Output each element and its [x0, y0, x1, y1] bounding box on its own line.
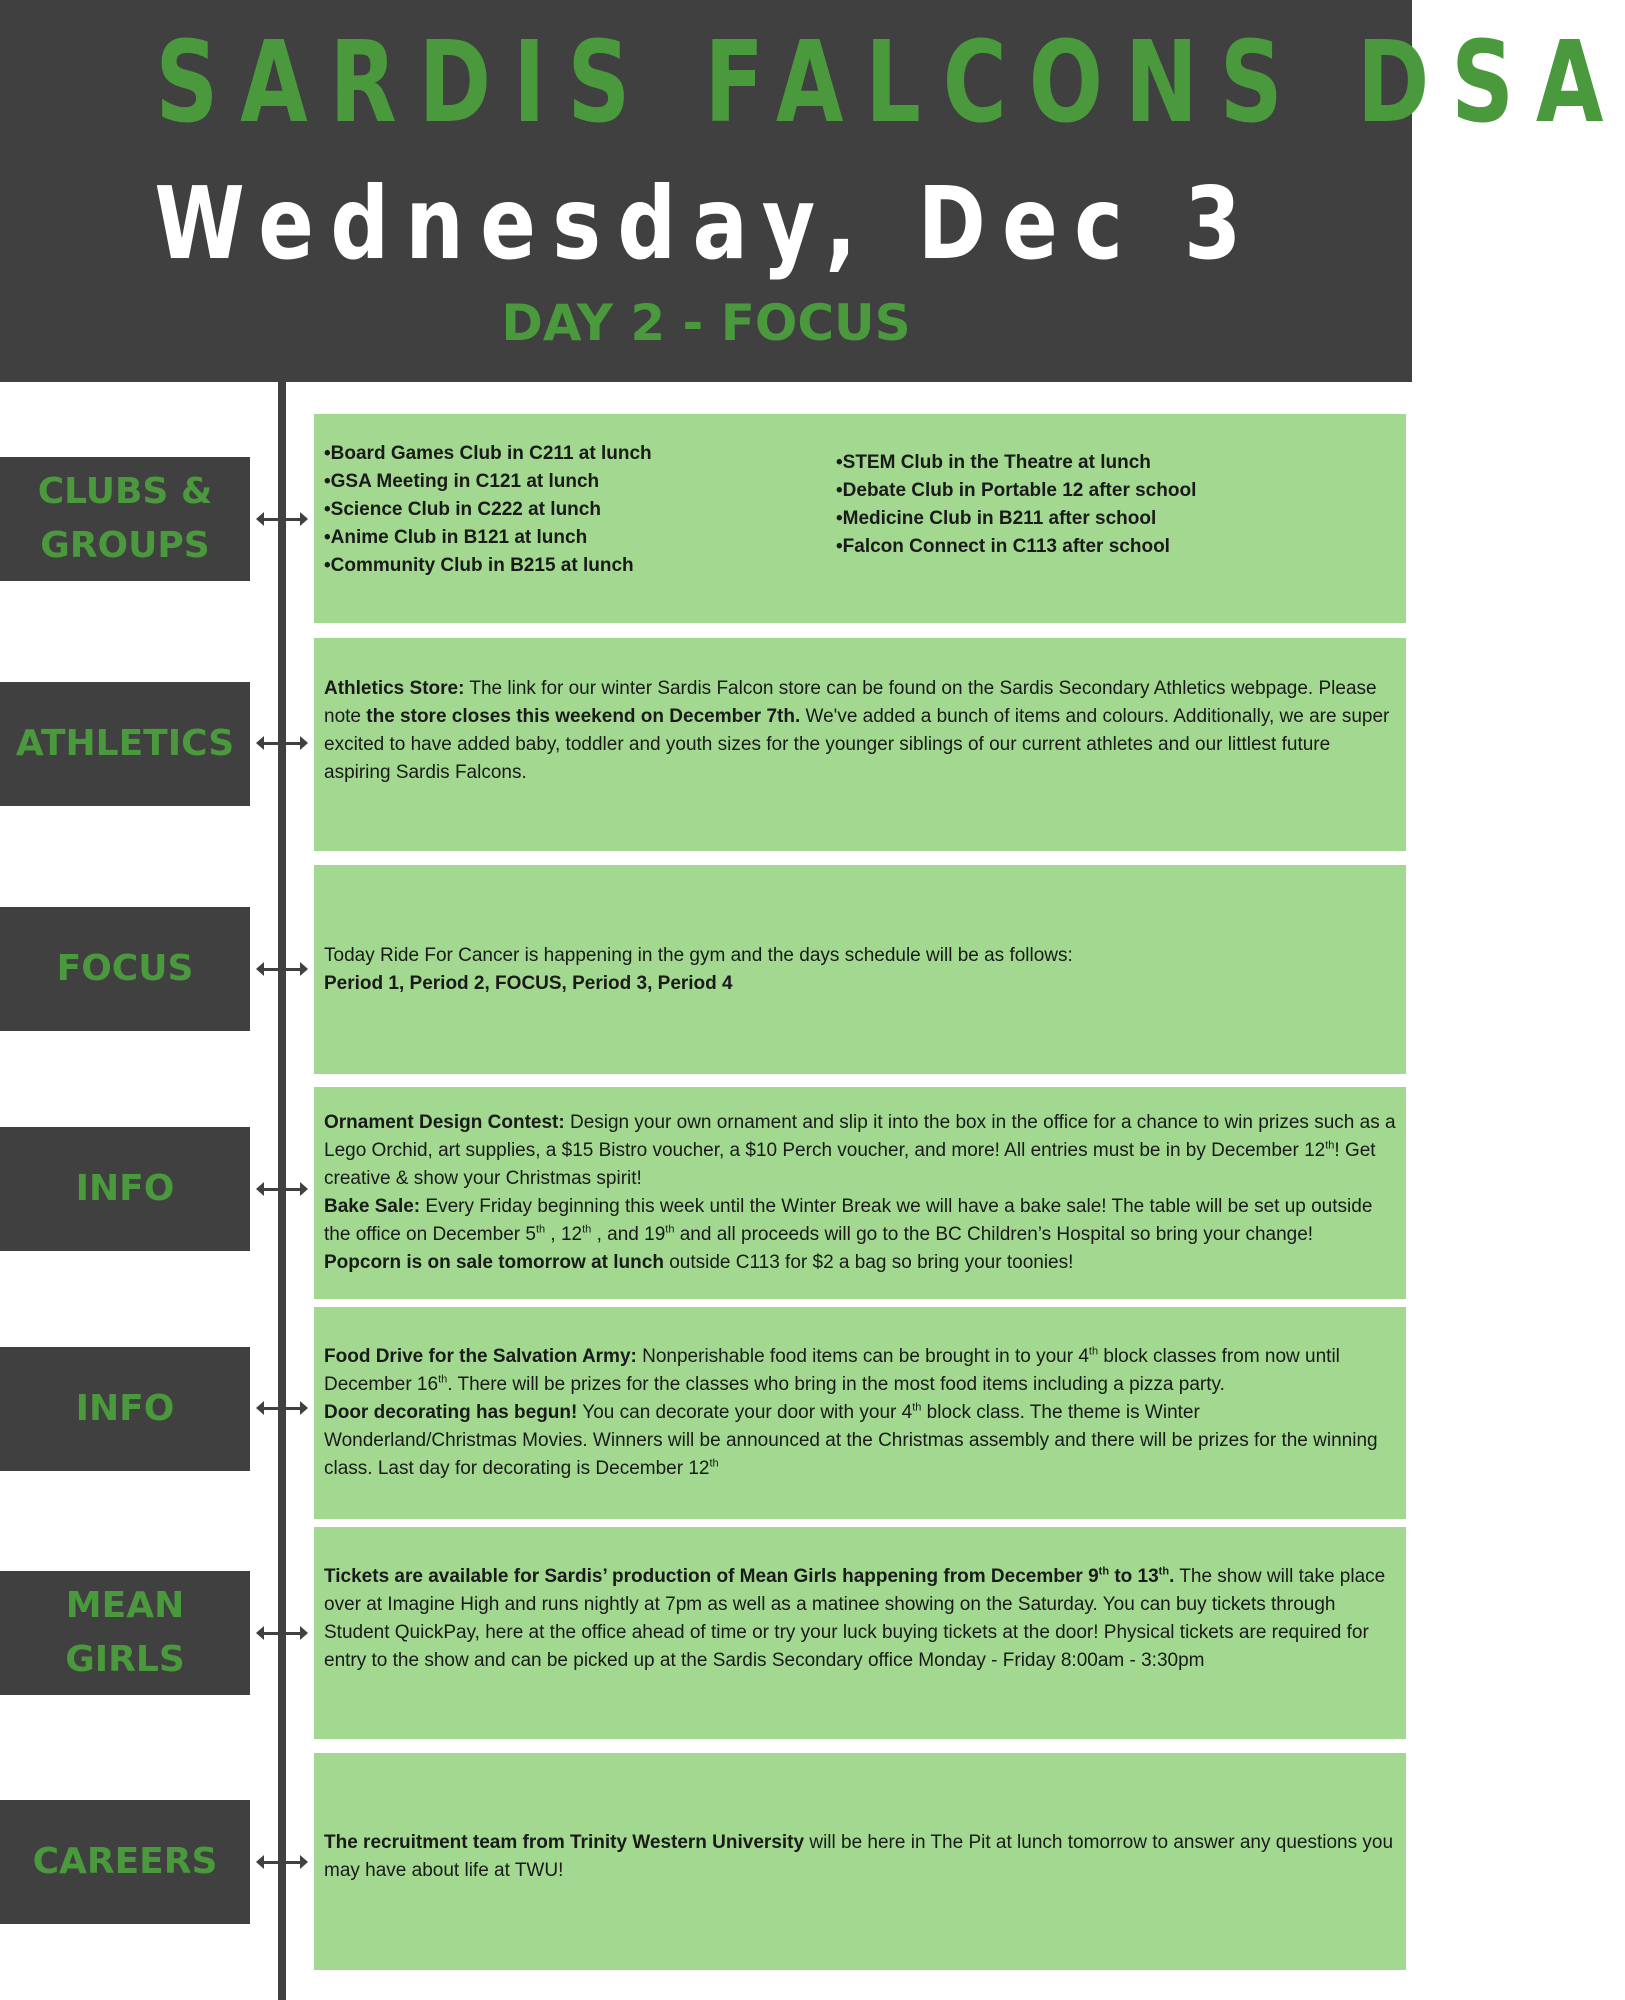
- info1-label-text: INFO: [75, 1168, 175, 1209]
- bake-sup-1: th: [535, 1223, 546, 1236]
- door-text-1: You can decorate your door with your 4: [577, 1402, 913, 1423]
- list-item: •Board Games Club in C211 at lunch: [324, 442, 652, 464]
- mean-girls-sup-1: th: [1098, 1565, 1110, 1578]
- info1-box: [314, 1087, 1406, 1299]
- mean-girls-sup-2: th: [1158, 1565, 1170, 1578]
- section-label-clubs: [0, 457, 250, 581]
- timeline-tick-careers: [262, 1861, 302, 1864]
- ornament-heading: Ornament Design Contest:: [324, 1112, 565, 1133]
- timeline-tick-athletics: [262, 742, 302, 745]
- door-sup-1: th: [912, 1401, 922, 1414]
- mean-girls-heading-1: Tickets are available for Sardis’ production of Mean Girls happening from December 9: [324, 1566, 1099, 1587]
- bake-text-1: Every Friday beginning this week until the Winter Break we will have a bake sale! The table will be set up outside the office on December 5: [324, 1196, 1373, 1245]
- door-text-2: block class. The theme is Winter Wonderland/Christmas Movies. Winners will be announced at the Christmas assembly and there will be prizes for the winning class. Last day for decorating is December 12: [324, 1402, 1378, 1479]
- bake-sup-2: th: [582, 1223, 592, 1236]
- section-label-careers: [0, 1800, 250, 1924]
- ornament-text-1: Design your own ornament and slip it into the box in the office for a chance to win prizes such as a Lego Orchid, art supplies, a $15 Bistro voucher, a $10 Perch voucher, and more! All entries must be in by December 12: [324, 1112, 1396, 1161]
- athletics-text-1: The link for our winter Sardis Falcon store can be found on the Sardis Secondary Athletics webpage. Please note: [324, 677, 1377, 727]
- food-sup-2: th: [438, 1373, 448, 1386]
- timeline-tick-info-2: [262, 1407, 302, 1410]
- bake-sale-heading: Bake Sale:: [324, 1196, 421, 1217]
- food-sup-1: th: [1088, 1345, 1099, 1358]
- list-item: •Debate Club in Portable 12 after school: [836, 479, 1197, 501]
- list-item: •Medicine Club in B211 after school: [836, 507, 1157, 529]
- section-label-focus: [0, 907, 250, 1031]
- careers-box: [314, 1753, 1406, 1970]
- athletics-store-close-note: the store closes this weekend on December 7th.: [366, 705, 801, 727]
- popcorn-text: [324, 1249, 1396, 1277]
- info2-box: [314, 1307, 1406, 1519]
- header-banner: [0, 0, 1625, 382]
- timeline-tick-clubs: [262, 518, 302, 521]
- day-heading: DAY 2 - FOCUS: [501, 294, 911, 352]
- bake-text-4: and all proceeds will go to the BC Children’s Hospital so bring your change!: [674, 1224, 1314, 1245]
- clubs-box: [314, 414, 1406, 623]
- bake-sup-3: th: [665, 1223, 675, 1236]
- section-label-info-2: [0, 1347, 250, 1471]
- careers-body: will be here in The Pit at lunch tomorrow to answer any questions you may have about life at TWU!: [324, 1831, 1394, 1881]
- section-label-mean-girls: [0, 1571, 250, 1695]
- door-sup-2: th: [709, 1457, 719, 1470]
- clubs-left-list: [324, 440, 836, 580]
- popcorn-body: outside C113 for $2 a bag so bring your toonies!: [663, 1252, 1074, 1273]
- ornament-text-2: ! Get creative & show your Christmas spirit!: [324, 1140, 1376, 1189]
- focus-line-1: Today Ride For Cancer is happening in the gym and the days schedule will be as follows:: [324, 944, 1073, 966]
- mean-girls-heading-2: to 13: [1109, 1566, 1159, 1587]
- mean-girls-body: The show will take place over at Imagine High and runs nightly at 7pm as well as a matinee showing on the Saturday. You can buy tickets through Student QuickPay, here at the office ahead of time or try your luck buying tickets at the door! Physical tickets are required for entry to the show and can be picked up at the Sardis Secondary office Monday - Friday 8:00am - 3:30pm: [324, 1566, 1386, 1671]
- date-heading: Wednesday, Dec 3: [154, 165, 1258, 282]
- careers-heading: The recruitment team from Trinity Western University: [324, 1831, 805, 1853]
- athletics-text-2: We've added a bunch of items and colours. Additionally, we are super excited to have added baby, toddler and youth sizes for the younger siblings of our current athletes and our littlest future aspiring Sardis Falcons.: [324, 705, 1390, 783]
- focus-box: [314, 865, 1406, 1074]
- bake-text-2: , 12: [545, 1224, 583, 1245]
- door-decorating-text: [324, 1399, 1396, 1483]
- list-item: •STEM Club in the Theatre at lunch: [836, 451, 1151, 473]
- food-text-2: block classes from now until December 16: [324, 1346, 1340, 1395]
- ornament-contest-text: [324, 1109, 1396, 1193]
- food-text-3: . There will be prizes for the classes who bring in the most food items including a pizza party.: [447, 1374, 1225, 1395]
- food-drive-text: [324, 1343, 1396, 1399]
- athletics-text: [324, 675, 1396, 787]
- list-item: •Science Club in C222 at lunch: [324, 498, 601, 520]
- athletics-label-text: ATHLETICS: [15, 723, 235, 764]
- timeline-tick-info-1: [262, 1188, 302, 1191]
- ornament-sup: th: [1325, 1139, 1335, 1152]
- clubs-label-text: CLUBS & GROUPS: [37, 471, 213, 566]
- clubs-right-list: [836, 449, 1348, 561]
- mean-girls-heading-3: .: [1169, 1566, 1175, 1587]
- food-drive-heading: Food Drive for the Salvation Army:: [324, 1346, 637, 1367]
- timeline-tick-focus: [262, 968, 302, 971]
- door-heading: Door decorating has begun!: [324, 1402, 578, 1423]
- careers-text: [324, 1829, 1396, 1885]
- list-item: •GSA Meeting in C121 at lunch: [324, 470, 600, 492]
- athletics-box: [314, 638, 1406, 851]
- list-item: •Anime Club in B121 at lunch: [324, 526, 588, 548]
- section-label-athletics: [0, 682, 250, 806]
- bake-sale-text: [324, 1193, 1396, 1249]
- food-text-1: Nonperishable food items can be brought in to your 4: [636, 1346, 1089, 1367]
- list-item: •Falcon Connect in C113 after school: [836, 535, 1170, 557]
- page-title: SARDIS FALCONS DSA: [155, 18, 1625, 148]
- popcorn-heading: Popcorn is on sale tomorrow at lunch: [324, 1252, 664, 1273]
- timeline-tick-mean-girls: [262, 1632, 302, 1635]
- athletics-store-heading: Athletics Store:: [324, 677, 465, 699]
- mean-girls-label-text: MEAN GIRLS: [65, 1585, 185, 1680]
- bake-text-3: , and 19: [591, 1224, 666, 1245]
- focus-label-text: FOCUS: [56, 948, 194, 989]
- mean-girls-box: [314, 1527, 1406, 1739]
- careers-label-text: CAREERS: [32, 1841, 218, 1882]
- info2-label-text: INFO: [75, 1388, 175, 1429]
- section-label-info-1: [0, 1127, 250, 1251]
- focus-schedule: [324, 970, 1396, 998]
- focus-schedule-text: Period 1, Period 2, FOCUS, Period 3, Period 4: [324, 972, 733, 994]
- list-item: •Community Club in B215 at lunch: [324, 554, 634, 576]
- mean-girls-text: [324, 1563, 1396, 1675]
- timeline-line: [278, 382, 286, 2000]
